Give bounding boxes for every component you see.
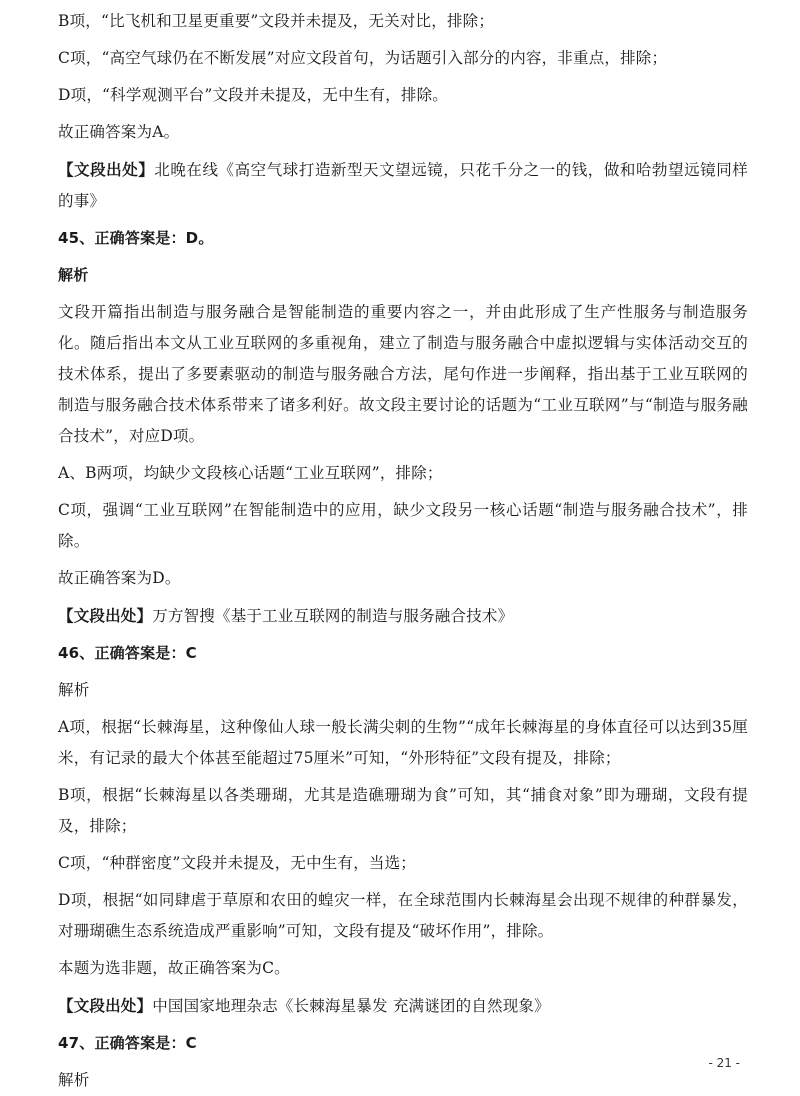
document-page [58,0,748,1096]
analysis-label-q47: 解析 [58,1071,90,1089]
source-q44 [58,154,748,217]
heading-q45: 45、正确答案是：D。 [58,229,214,247]
option-b-q46: B项，根据“长棘海星以各类珊瑚，尤其是造礁珊瑚为食”可知，其“捕食对象”即为珊瑚，文段有提及，排除； [58,786,748,835]
option-c-q46: C项，“种群密度”文段并未提及，无中生有，当选； [58,854,417,872]
analysis-body-q45: 文段开篇指出制造与服务融合是智能制造的重要内容之一，并由此形成了生产性服务与制造服务化。随后指出本文从工业互联网的多重视角，建立了制造与服务融合中虚拟逻辑与实体活动交互的技术体系，提出了多要素驱动的制造与服务融合方法，尾句作进一步阐释，指出基于工业互联网的制造与服务融合技术体系带来了诸多利好。故文段主要讨论的话题为“工业互联网”与“制造与服务融合技术”，对应D项。 [58,303,748,445]
option-c-q44: C项，“高空气球仍在不断发展”对应文段首句，为话题引入部分的内容，非重点，排除； [58,49,668,67]
source-tag-q44: 【文段出处】 [58,160,155,179]
source-tag-q45: 【文段出处】 [58,606,153,625]
answer-q46: 本题为选非题，故正确答案为C。 [58,959,290,977]
option-c-q45: C项，强调“工业互联网”在智能制造中的应用，缺少文段另一核心话题“制造与服务融合技术”，排除。 [58,501,748,550]
source-q46 [58,990,748,1022]
page-number: - 21 - [708,1056,740,1070]
answer-q45: 故正确答案为D。 [58,569,181,587]
option-b-q44: B项，“比飞机和卫星更重要”文段并未提及，无关对比，排除； [58,12,495,30]
option-a-q46: A项，根据“长棘海星，这种像仙人球一般长满尖刺的生物”“成年长棘海星的身体直径可以达到35厘米，有记录的最大个体甚至能超过75厘米”可知，“外形特征”文段有提及，排除； [58,718,748,767]
option-d-q44: D项，“科学观测平台”文段并未提及，无中生有，排除。 [58,86,448,104]
analysis-label-q46: 解析 [58,681,90,699]
option-d-q46: D项，根据“如同肆虐于草原和农田的蝗灾一样，在全球范围内长棘海星会出现不规律的种群暴发，对珊瑚礁生态系统造成严重影响”可知，文段有提及“破坏作用”，排除。 [58,891,748,940]
source-text-q46: 中国国家地理杂志《长棘海星暴发 充满谜团的自然现象》 [152,997,550,1015]
source-text-q45: 万方智搜《基于工业互联网的制造与服务融合技术》 [152,607,514,625]
heading-q47: 47、正确答案是：C [58,1034,197,1052]
source-text-q44: 北晚在线《高空气球打造新型天文望远镜，只花千分之一的钱，做和哈勃望远镜同样的事》 [58,161,748,210]
analysis-label-q45: 解析 [58,266,89,284]
option-ab-q45: A、B两项，均缺少文段核心话题“工业互联网”，排除； [58,464,443,482]
answer-q44: 故正确答案为A。 [58,123,180,141]
source-tag-q46: 【文段出处】 [58,996,153,1015]
heading-q46: 46、正确答案是：C [58,644,197,662]
source-q45 [58,600,748,632]
